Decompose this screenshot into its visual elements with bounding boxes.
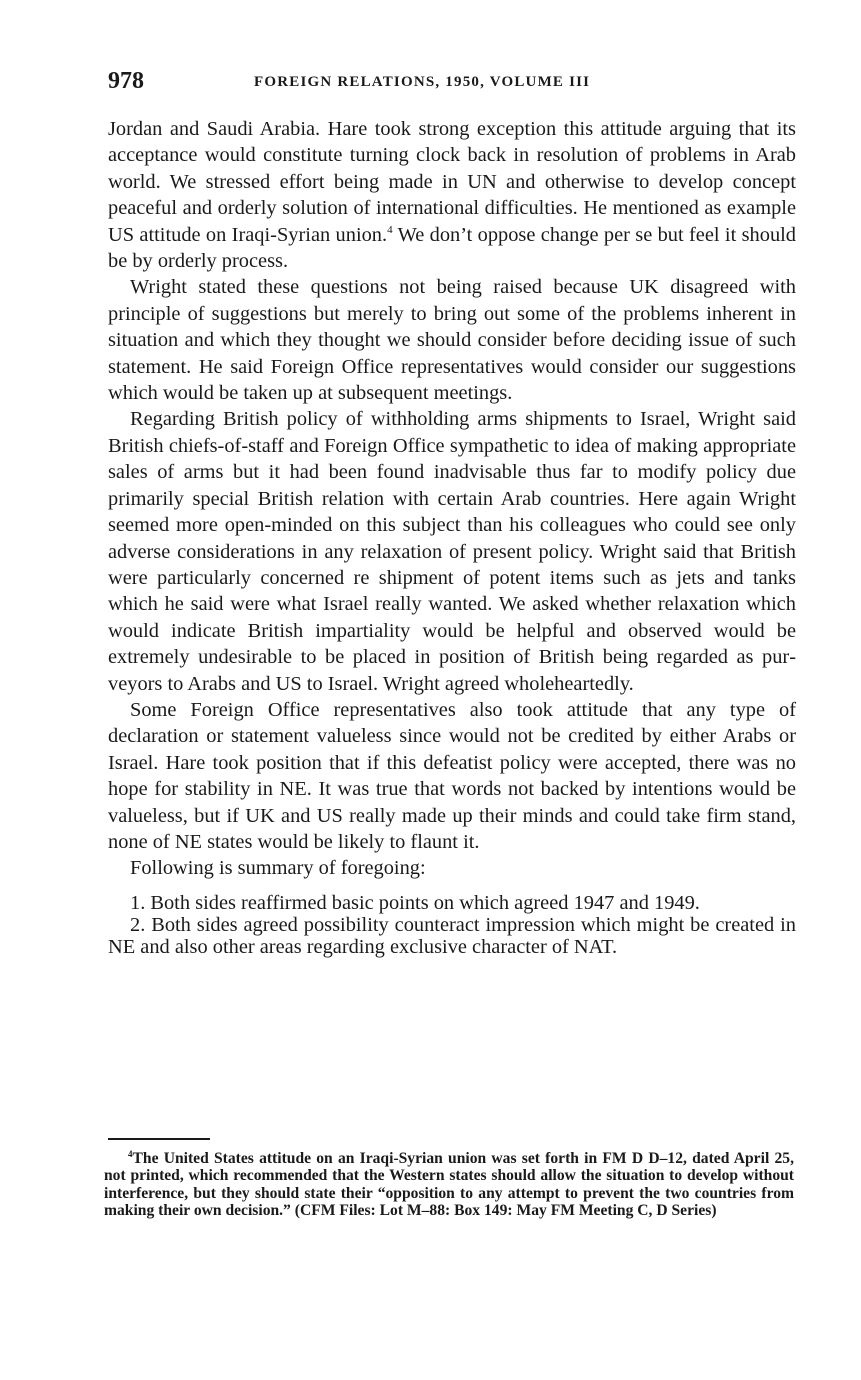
running-title: FOREIGN RELATIONS, 1950, VOLUME III xyxy=(254,74,591,90)
paragraph-text: We don’t oppose change per se but feel it should be by orderly process. xyxy=(108,223,797,273)
page-header xyxy=(108,68,798,100)
list-item: 2. Both sides agreed possibility counteract impression which might be created in NE and also other areas regarding exclusive character of NAT. xyxy=(108,913,796,958)
footnote xyxy=(104,1150,794,1219)
paragraph: Following is summary of foregoing: xyxy=(130,857,426,880)
paragraph: Wright stated these questions not being raised because UK disagreed with principle of suggestions but merely to bring out some of the problems inherent in situation and which they thought we should consider before deciding issue of such statement. He said Foreign Office representatives would consider our suggestions which would be taken up at subsequent meetings. xyxy=(108,276,796,405)
footnote-marker: 4 xyxy=(128,1148,133,1159)
footnote-divider xyxy=(108,1138,210,1140)
page-number: 978 xyxy=(108,68,144,94)
paragraph: Regarding British policy of withholding arms shipments to Israel, Wright said British chiefs-of-staff and Foreign Office sympathetic to idea of making appropriate sales of arms but it had been found inadvisable thus far to modify policy due primarily special British relation with certain Arab countries. Here again Wright seemed more open-minded on this subject than his colleagues who could see only adverse considerations in any relaxation of present policy. Wright said that British were particularly concerned re shipment of potent items such as jets and tanks which he said were what Israel really wanted. We asked whether relaxation which would indicate British impartiality would be helpful and observed would be extremely undesirable to be placed in position of British being regarded as purveyors to Arabs and US to Israel. Wright agreed wholeheartedly. xyxy=(108,408,796,695)
paragraph-text: Jordan and Saudi Arabia. Hare took strong exception this attitude arguing that its acceptance would constitute turning clock back in resolution of problems in Arab world. We stressed effort being made in UN and otherwise to develop concept peaceful and orderly solution of international difficulties. He mentioned as example US attitude on Iraqi-Syrian union. xyxy=(108,118,796,246)
footnote-text: The United States attitude on an Iraqi-Syrian union was set forth in FM D D–12, dated April 25, not printed, which recommended that the Western states should allow the situation to develop without interference, but they should state their “opposition to any attempt to prevent the two countries from making their own decision.” (CFM Files: Lot M–88: Box 149: May FM Meeting C, D Series) xyxy=(104,1150,794,1219)
footnote-reference: 4 xyxy=(387,223,393,236)
list-item: 1. Both sides reaffirmed basic points on which agreed 1947 and 1949. xyxy=(130,891,700,914)
body-text xyxy=(108,116,796,958)
summary-list xyxy=(108,892,796,958)
paragraph xyxy=(108,116,796,274)
paragraph: Some Foreign Office representatives also took attitude that any type of declaration or statement valueless since would not be credited by either Arabs or Israel. Hare took position that if this defeatist policy were accepted, there was no hope for stability in NE. It was true that words not backed by intentions would be valueless, but if UK and US really made up their minds and could take firm stand, none of NE states would be likely to flaunt it. xyxy=(108,698,796,853)
